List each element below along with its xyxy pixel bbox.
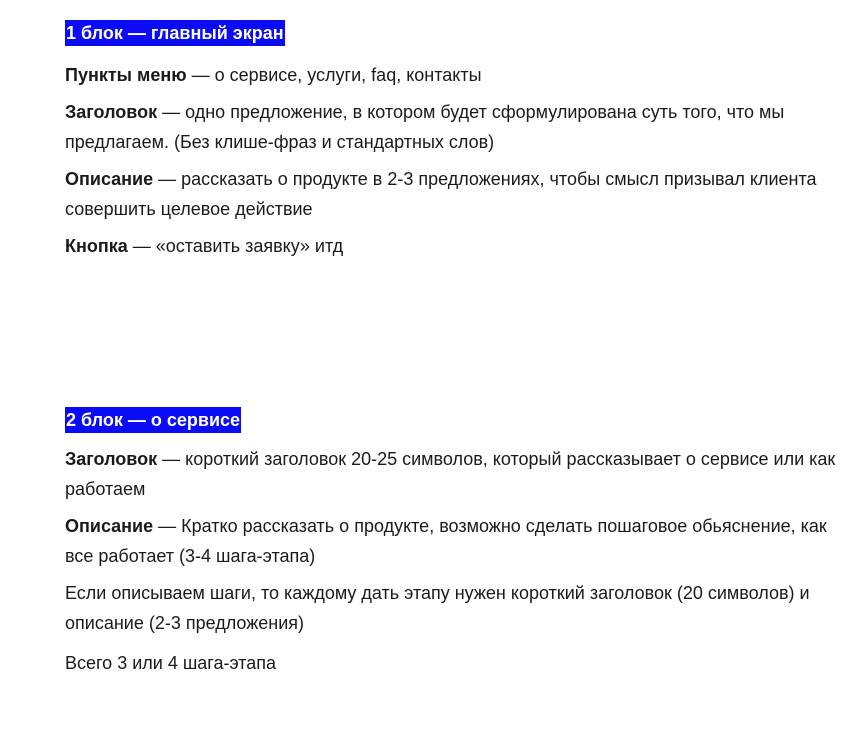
- block-about-service: [65, 407, 855, 678]
- description-text: — Кратко рассказать о продукте, возможно сделать пошаговое обьяснение, как все работает (3-4 шага-этапа): [65, 516, 827, 566]
- description-text: — рассказать о продукте в 2-3 предложениях, чтобы смысл призывал клиента совершить целевое действие: [65, 169, 817, 219]
- document: [65, 20, 855, 678]
- button-label: Кнопка: [65, 236, 128, 256]
- heading-label: Заголовок: [65, 102, 158, 122]
- steps-paragraph: Если описываем шаги, то каждому дать этапу нужен короткий заголовок (20 символов) и описание (2-3 предложения): [65, 583, 810, 633]
- total-steps-paragraph: Всего 3 или 4 шага-этапа: [65, 653, 277, 673]
- heading-text: — одно предложение, в котором будет сформулирована суть того, что мы предлагаем. (Без клише-фраз и стандартных слов): [65, 102, 785, 152]
- block-main-screen: [65, 20, 855, 261]
- menu-items-paragraph: [65, 60, 855, 90]
- button-text: — «оставить заявку» итд: [127, 236, 344, 256]
- heading-text: — короткий заголовок 20-25 символов, который рассказывает о сервисе или как работаем: [65, 449, 836, 499]
- menu-items-label: Пункты меню: [65, 65, 187, 85]
- heading-label: Заголовок: [65, 449, 158, 469]
- description-paragraph: [65, 511, 855, 571]
- description-label: Описание: [65, 169, 154, 189]
- description-label: Описание: [65, 516, 154, 536]
- block-title: 1 блок — главный экран: [65, 20, 285, 46]
- description-paragraph: [65, 164, 855, 224]
- heading-paragraph: [65, 97, 855, 157]
- heading-paragraph: [65, 444, 855, 504]
- menu-items-text: — о сервисе, услуги, faq, контакты: [186, 65, 482, 85]
- block-title: 2 блок — о сервисе: [65, 407, 241, 433]
- button-paragraph: [65, 231, 855, 261]
